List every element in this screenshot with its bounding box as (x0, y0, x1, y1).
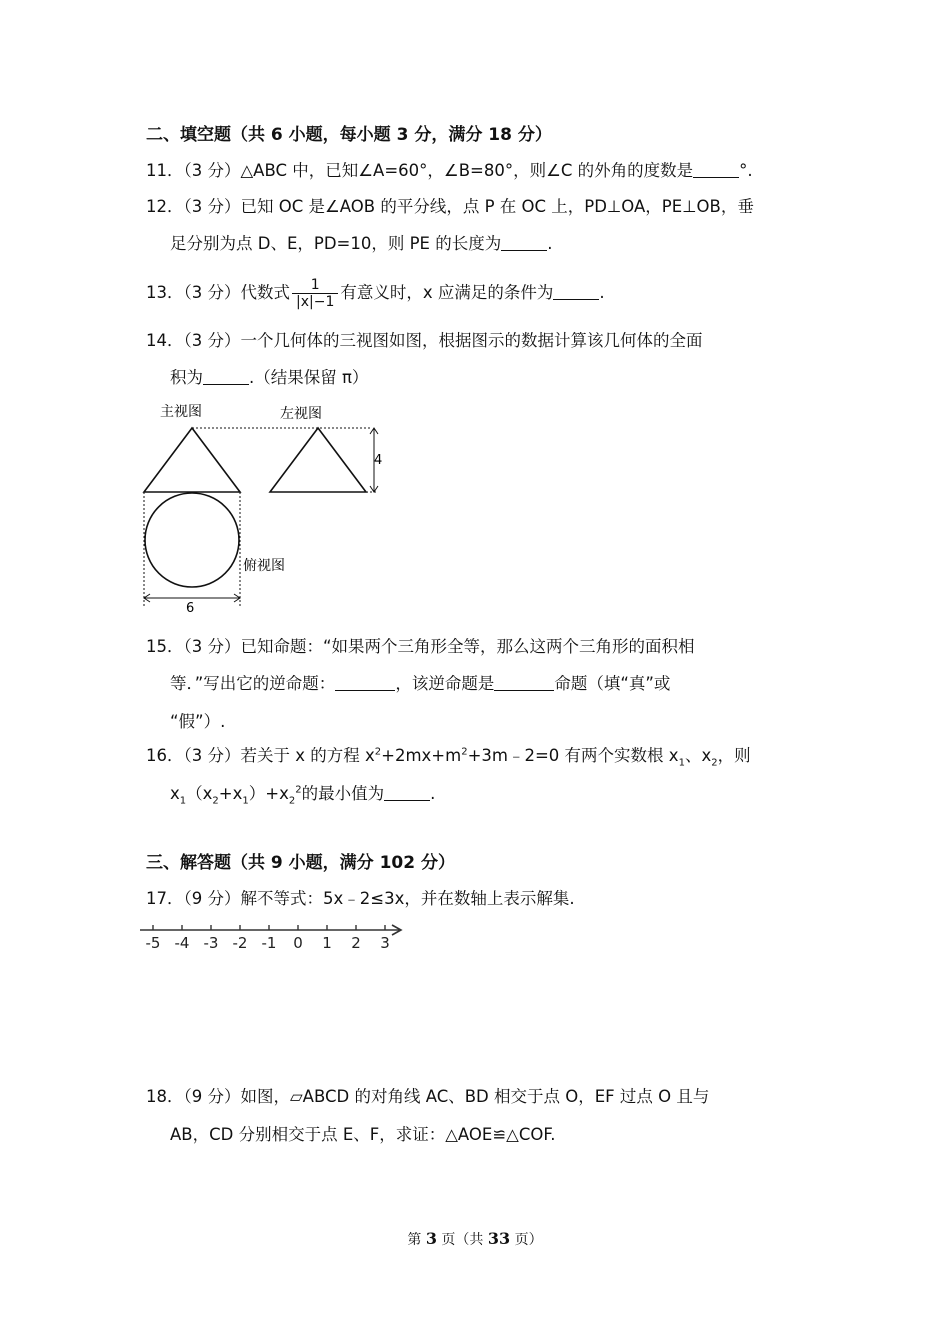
question-17: 17．（9 分）解不等式：5x﹣2≤3x，并在数轴上表示解集. (146, 889, 575, 908)
q16-text: （x (186, 784, 213, 803)
answer-blank (384, 784, 430, 801)
width-label: 6 (186, 601, 195, 616)
question-16-line1 (146, 745, 751, 767)
q12-end: . (547, 234, 553, 253)
fraction-numerator: 1 (292, 277, 338, 294)
q16-text: +2mx+m (381, 746, 462, 765)
q16-text: ，则 (717, 746, 751, 765)
subscript: 2 (288, 795, 296, 807)
superscript: 2 (295, 784, 302, 796)
q13-end: . (599, 283, 605, 302)
page-number: 3 (425, 1229, 437, 1248)
q11-text: 11．（3 分）△ABC 中，已知∠A=60°，∠B=80°，则∠C 的外角的度数是 (146, 161, 694, 180)
question-15-line3: “假”）. (170, 712, 226, 731)
number-line-tick-label: 3 (380, 934, 390, 952)
top-view-circle (145, 493, 239, 587)
superscript: 2 (461, 746, 468, 758)
footer-text: 页） (510, 1232, 543, 1248)
question-12-line1: 12．（3 分）已知 OC 是∠AOB 的平分线，点 P 在 OC 上，PD⊥OA，PE⊥OB，垂 (146, 197, 754, 216)
q13-condition: 有意义时，x 应满足的条件为 (340, 283, 554, 302)
section3-title: 三、解答题（共 9 小题，满分 102 分） (146, 853, 455, 873)
number-line-tick-label: 2 (351, 934, 361, 952)
q16-text: +3m﹣2=0 有两个实数根 x (467, 746, 679, 765)
question-11 (146, 160, 753, 182)
question-14-line2 (170, 367, 368, 389)
top-view-label: 俯视图 (243, 558, 285, 574)
height-label: 4 (374, 453, 383, 468)
number-line-tick-label: -4 (174, 934, 190, 952)
question-15-line2 (170, 673, 670, 695)
subscript: 2 (711, 757, 718, 769)
q16-text: 的最小值为 (301, 784, 385, 803)
question-15-line1: 15．（3 分）已知命题：“如果两个三角形全等，那么这两个三角形的面积相 (146, 637, 695, 656)
answer-blank (693, 161, 739, 178)
left-view-triangle (270, 428, 366, 492)
q16-text: 、x (684, 746, 712, 765)
fraction (292, 277, 338, 310)
front-view-triangle (144, 428, 240, 492)
q16-text: +x (218, 784, 243, 803)
three-view-figure (140, 398, 390, 618)
answer-blank (335, 674, 395, 691)
q13-text: 13．（3 分）代数式 (146, 283, 290, 302)
q16-text: 16．（3 分）若关于 x 的方程 x (146, 746, 375, 765)
front-view-label: 主视图 (160, 404, 202, 420)
section2-title: 二、填空题（共 6 小题，每小题 3 分，满分 18 分） (146, 125, 552, 145)
q16-text: ）+x (248, 784, 289, 803)
question-18-line2: AB，CD 分别相交于点 E、F，求证：△AOE≌△COF. (170, 1125, 556, 1144)
page-total: 33 (487, 1229, 511, 1248)
footer-text: 页（共 (436, 1232, 488, 1248)
question-12-line2 (170, 233, 552, 255)
q16-end: . (430, 784, 436, 803)
q15-text-c: 命题（填“真”或 (554, 674, 671, 693)
subscript: 1 (179, 795, 187, 807)
question-13 (146, 276, 605, 310)
number-line-tick-label: -5 (145, 934, 161, 952)
q12-text: 足分别为点 D、E，PD=10，则 PE 的长度为 (170, 234, 502, 253)
q16-text: x (170, 784, 180, 803)
superscript: 2 (374, 746, 382, 758)
number-line (138, 918, 408, 954)
question-18-line1: 18．（9 分）如图，▱ABCD 的对角线 AC、BD 相交于点 O，EF 过点 O 且与 (146, 1087, 710, 1106)
number-line-tick-label: -1 (261, 934, 277, 952)
fraction-denominator: |x|−1 (296, 294, 335, 310)
number-line-tick-label: 1 (322, 934, 332, 952)
number-line-tick-label: -3 (203, 934, 219, 952)
footer-text: 第 (407, 1232, 426, 1248)
page-footer (0, 1229, 950, 1249)
q11-end: °. (739, 161, 753, 180)
question-16-line2 (170, 783, 435, 805)
q15-text-b: ，该逆命题是 (395, 674, 495, 693)
q14-end: .（结果保留 π） (249, 368, 369, 387)
number-line-tick-label: -2 (232, 934, 248, 952)
q14-text: 积为 (170, 368, 203, 387)
question-14-line1: 14．（3 分）一个几何体的三视图如图，根据图示的数据计算该几何体的全面 (146, 331, 703, 350)
subscript: 1 (678, 757, 685, 769)
answer-blank (501, 234, 547, 251)
answer-blank (203, 368, 249, 385)
subscript: 2 (212, 795, 219, 807)
left-view-label: 左视图 (280, 406, 322, 422)
number-line-tick-label: 0 (293, 934, 303, 952)
q15-text-a: 等．”写出它的逆命题： (170, 674, 336, 693)
subscript: 1 (242, 795, 249, 807)
answer-blank (553, 283, 599, 300)
answer-blank (494, 674, 554, 691)
